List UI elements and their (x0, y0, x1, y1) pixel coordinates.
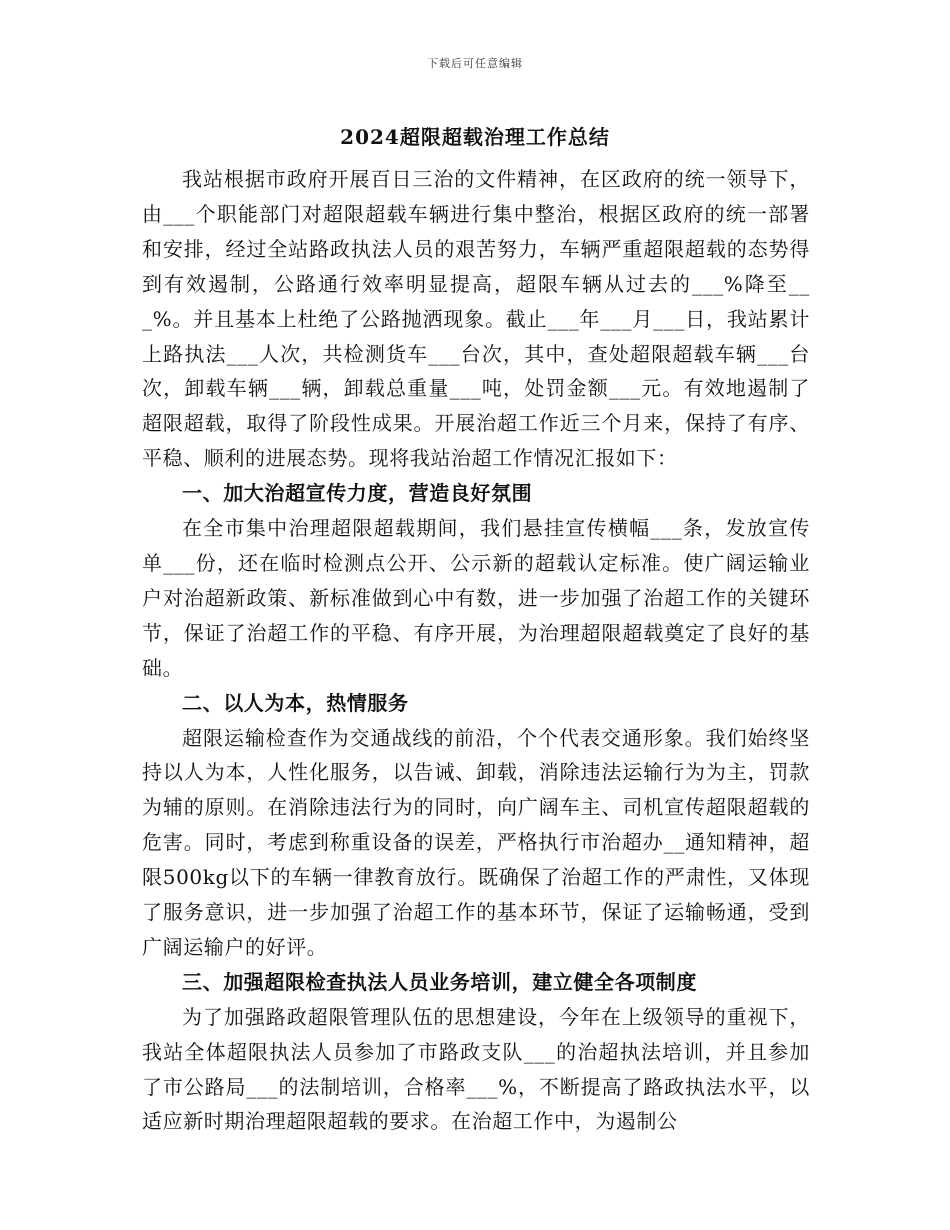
paragraph-publicity: 在全市集中治理超限超载期间，我们悬挂宣传横幅___条，发放宣传单___份，还在临时检测点公开、公示新的超载认定标准。使广阔运输业户对治超新政策、新标准做到心中有数，进一步加强了治超工作的关键环节，保证了治超工作的平稳、有序开展，为治理超限超载奠定了良好的基础。 (142, 516, 810, 680)
paragraph-service: 超限运输检查作为交通战线的前沿，个个代表交通形象。我们始终坚持以人为本，人性化服务，以告诫、卸载，消除违法运输行为为主，罚款为辅的原则。在消除违法行为的同时，向广阔车主、司机宣传超限超载的危害。同时，考虑到称重设备的误差，严格执行市治超办__通知精神，超限500kg以下的车辆一律教育放行。既确保了治超工作的严肃性，又体现了服务意识，进一步加强了治超工作的基本环节，保证了运输畅通，受到广阔运输户的好评。 (142, 725, 810, 959)
header-note: 下载后可任意编辑 (427, 57, 523, 70)
section-heading-2: 二、以人为本，热情服务 (182, 690, 409, 715)
document-title: 2024超限超载治理工作总结 (340, 125, 610, 149)
section-heading-3: 三、加强超限检查执法人员业务培训，建立健全各项制度 (182, 969, 697, 994)
section-heading-1: 一、加大治超宣传力度，营造良好氛围 (182, 481, 533, 506)
paragraph-intro: 我站根据市政府开展百日三治的文件精神，在区政府的统一领导下，由___个职能部门对超限超载车辆进行集中整治，根据区政府的统一部署和安排，经过全站路政执法人员的艰苦努力，车辆严重超限超载的态势得到有效遏制，公路通行效率明显提高，超限车辆从过去的___%降至___%。并且基本上杜绝了公路抛洒现象。截止___年___月___日，我站累计上路执法___人次，共检测货车___台次，其中，查处超限超载车辆___台次，卸载车辆___辆，卸载总重量___吨，处罚金额___元。有效地遏制了超限超载，取得了阶段性成果。开展治超工作近三个月来，保持了有序、平稳、顺利的进展态势。现将我站治超工作情况汇报如下： (142, 167, 810, 471)
document-body (142, 162, 810, 1139)
paragraph-training: 为了加强路政超限管理队伍的思想建设，今年在上级领导的重视下，我站全体超限执法人员参加了市路政支队___的治超执法培训，并且参加了市公路局___的法制培训，合格率___%，不断提高了路政执法水平，以适应新时期治理超限超载的要求。在治超工作中，为遏制公 (142, 1004, 810, 1134)
